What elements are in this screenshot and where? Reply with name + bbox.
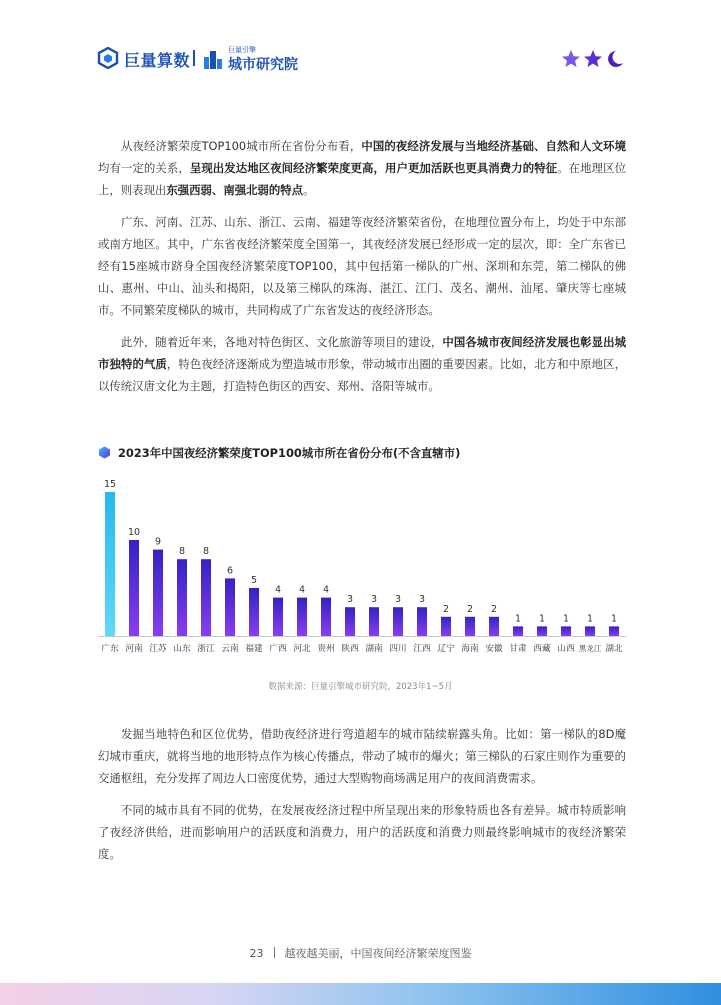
bar-广西 bbox=[273, 598, 283, 636]
emphasis-text: 呈现出发达地区夜间经济繁荣度更高，用户更加活跃也更具消费力的特征 bbox=[189, 161, 558, 175]
page-header bbox=[97, 44, 637, 74]
bar-value-label: 8 bbox=[178, 546, 186, 558]
brand-divider bbox=[193, 50, 195, 66]
category-tick-label: 陕西 bbox=[341, 644, 359, 654]
bar-value-label: 3 bbox=[394, 594, 402, 606]
category-tick-label: 福建 bbox=[245, 644, 263, 654]
category-tick-label: 河北 bbox=[293, 644, 311, 654]
body-text: 发掘当地特色和区位优势，借助夜经济进行弯道超车的城市陆续崭露头角。比如：第一梯队的8D魔幻城市重庆，就将当地的地形特点作为核心传播点，带动了城市的爆火；第三梯队的石家庄则作为重要的交通枢纽，充分发挥了周边人口密度优势，通过大型购物商场满足用户的夜间消费需求。 bbox=[98, 727, 626, 785]
category-tick-label: 西藏 bbox=[533, 644, 551, 654]
bar-西藏 bbox=[537, 626, 547, 636]
bar-value-label: 10 bbox=[127, 527, 141, 538]
category-tick-label: 江苏 bbox=[149, 644, 167, 654]
bar-江苏 bbox=[153, 550, 163, 636]
bar-value-label: 2 bbox=[442, 603, 450, 615]
data-source-note: 数据来源：巨量引擎城市研究院，2023年1~5月 bbox=[268, 682, 453, 692]
bar-陕西 bbox=[345, 607, 355, 636]
bar-value-label: 15 bbox=[103, 479, 117, 490]
category-tick-label: 安徽 bbox=[485, 644, 503, 654]
category-tick-label: 湖北 bbox=[605, 644, 623, 654]
report-title: 越夜越美丽，中国夜间经济繁荣度图鉴 bbox=[284, 947, 472, 960]
bar-value-label: 1 bbox=[538, 613, 546, 625]
bar-黑龙江 bbox=[585, 626, 595, 636]
category-tick-label: 山东 bbox=[173, 644, 191, 654]
category-tick-label: 河南 bbox=[125, 644, 143, 654]
category-tick-label: 海南 bbox=[461, 644, 479, 654]
category-tick-label: 广西 bbox=[269, 644, 287, 654]
body-text: 。在地理区位上，则表现出 bbox=[98, 161, 626, 197]
bar-湖北 bbox=[609, 626, 619, 636]
bar-value-label: 4 bbox=[298, 584, 306, 596]
brand-primary: 巨量算数 bbox=[124, 51, 191, 70]
bar-chart-canvas bbox=[98, 472, 626, 662]
province-bar-chart bbox=[98, 472, 626, 662]
bar-四川 bbox=[393, 607, 403, 636]
footer-divider bbox=[274, 947, 275, 958]
bar-辽宁 bbox=[441, 617, 451, 636]
bar-value-label: 1 bbox=[586, 613, 594, 625]
category-tick-label: 云南 bbox=[221, 644, 239, 654]
body-text: 不同的城市具有不同的优势，在发展夜经济过程中所呈现出来的形象特质也各有差异。城市特质影响了夜经济供给，进而影响用户的活跃度和消费力，用户的活跃度和消费力则最终影响城市的夜经济繁荣度。 bbox=[98, 803, 626, 861]
decorative-gradient-band bbox=[0, 983, 721, 1005]
category-tick-label: 甘肃 bbox=[509, 644, 527, 654]
paragraph bbox=[98, 799, 626, 865]
bar-value-label: 2 bbox=[490, 603, 498, 615]
bar-value-label: 3 bbox=[418, 594, 426, 606]
bar-云南 bbox=[225, 578, 235, 636]
body-text: 此外，随着近年来，各地对特色街区、文化旅游等项目的建设， bbox=[121, 335, 443, 349]
paragraph bbox=[98, 135, 626, 201]
body-text: 广东、河南、江苏、山东、浙江、云南、福建等夜经济繁荣省份，在地理位置分布上，均处于中东部或南方地区。其中，广东省夜经济繁荣度全国第一，其夜经济发展已经形成一定的层次，即：全广东省已经有15座城市跻身全国夜经济繁荣度TOP100，其中包括第一梯队的广州、深圳和东莞，第二梯队的佛山、惠州、中山、汕头和揭阳，以及第三梯队的珠海、湛江、江门、茂名、潮州、汕尾、肇庆等七座城市。不同繁荣度梯队的城市，共同构成了广东省发达的夜经济形态。 bbox=[98, 215, 626, 317]
analysis-text bbox=[98, 723, 626, 875]
bar-value-label: 2 bbox=[466, 603, 474, 615]
body-text: 均有一定的关系， bbox=[98, 161, 190, 175]
intro-text bbox=[98, 135, 626, 407]
paragraph bbox=[98, 723, 626, 789]
bar-河南 bbox=[129, 540, 139, 636]
category-tick-label: 湖南 bbox=[365, 644, 383, 654]
bar-value-label: 1 bbox=[610, 613, 618, 625]
bar-value-label: 1 bbox=[562, 613, 570, 625]
bar-广东 bbox=[105, 492, 115, 636]
bar-value-label: 5 bbox=[250, 575, 258, 586]
bar-甘肃 bbox=[513, 626, 523, 636]
bar-浙江 bbox=[201, 559, 211, 636]
page-number: 23 bbox=[249, 947, 264, 960]
stars-moon-icon bbox=[561, 48, 625, 70]
juliang-logo-icon bbox=[97, 47, 119, 69]
body-text: 从夜经济繁荣度TOP100城市所在省份分布看， bbox=[121, 139, 362, 153]
bar-安徽 bbox=[489, 617, 499, 636]
bar-江西 bbox=[417, 607, 427, 636]
bar-value-label: 9 bbox=[154, 536, 162, 548]
brand-secondary-small: 巨量引擎 bbox=[228, 46, 256, 54]
bar-value-label: 3 bbox=[370, 594, 378, 606]
chart-title: 2023年中国夜经济繁荣度TOP100城市所在省份分布(不含直辖市) bbox=[118, 446, 461, 460]
bar-value-label: 1 bbox=[514, 613, 522, 625]
bar-value-label: 4 bbox=[274, 584, 282, 596]
bar-湖南 bbox=[369, 607, 379, 636]
body-text: 。 bbox=[303, 183, 315, 197]
category-tick-label: 四川 bbox=[389, 644, 407, 654]
category-tick-label: 贵州 bbox=[317, 644, 335, 654]
bar-福建 bbox=[249, 588, 259, 636]
bar-贵州 bbox=[321, 598, 331, 636]
emphasis-text: 中国的夜经济发展与当地经济基础、自然和人文环境 bbox=[361, 139, 626, 153]
bar-value-label: 6 bbox=[226, 565, 234, 577]
chart-heading bbox=[98, 442, 626, 462]
paragraph bbox=[98, 331, 626, 397]
category-tick-label: 广东 bbox=[101, 644, 119, 654]
bar-value-label: 3 bbox=[346, 594, 354, 606]
bar-河北 bbox=[297, 598, 307, 636]
emphasis-text: 中国各城市夜间经济发展也彰显出城市独特的气质 bbox=[98, 335, 626, 371]
city-building-icon bbox=[203, 49, 223, 69]
body-text: ，特色夜经济逐渐成为塑造城市形象，带动城市出圈的重要因素。比如，北方和中原地区，以传统汉唐文化为主题，打造特色街区的西安、郑州、洛阳等城市。 bbox=[98, 357, 626, 393]
category-tick-label: 江西 bbox=[413, 644, 431, 654]
hexagon-bullet-icon bbox=[98, 446, 111, 459]
bar-山西 bbox=[561, 626, 571, 636]
category-tick-label: 黑龙江 bbox=[578, 644, 602, 653]
bar-value-label: 4 bbox=[322, 584, 330, 596]
paragraph bbox=[98, 211, 626, 321]
category-tick-label: 浙江 bbox=[197, 644, 215, 654]
emphasis-text: 东强西弱、南强北弱的特点 bbox=[166, 183, 304, 197]
bar-value-label: 8 bbox=[202, 546, 210, 558]
bar-海南 bbox=[465, 617, 475, 636]
page-footer bbox=[0, 945, 721, 961]
category-tick-label: 山西 bbox=[557, 644, 575, 654]
brand-secondary: 城市研究院 bbox=[228, 57, 298, 73]
bar-山东 bbox=[177, 559, 187, 636]
category-tick-label: 辽宁 bbox=[437, 644, 455, 654]
